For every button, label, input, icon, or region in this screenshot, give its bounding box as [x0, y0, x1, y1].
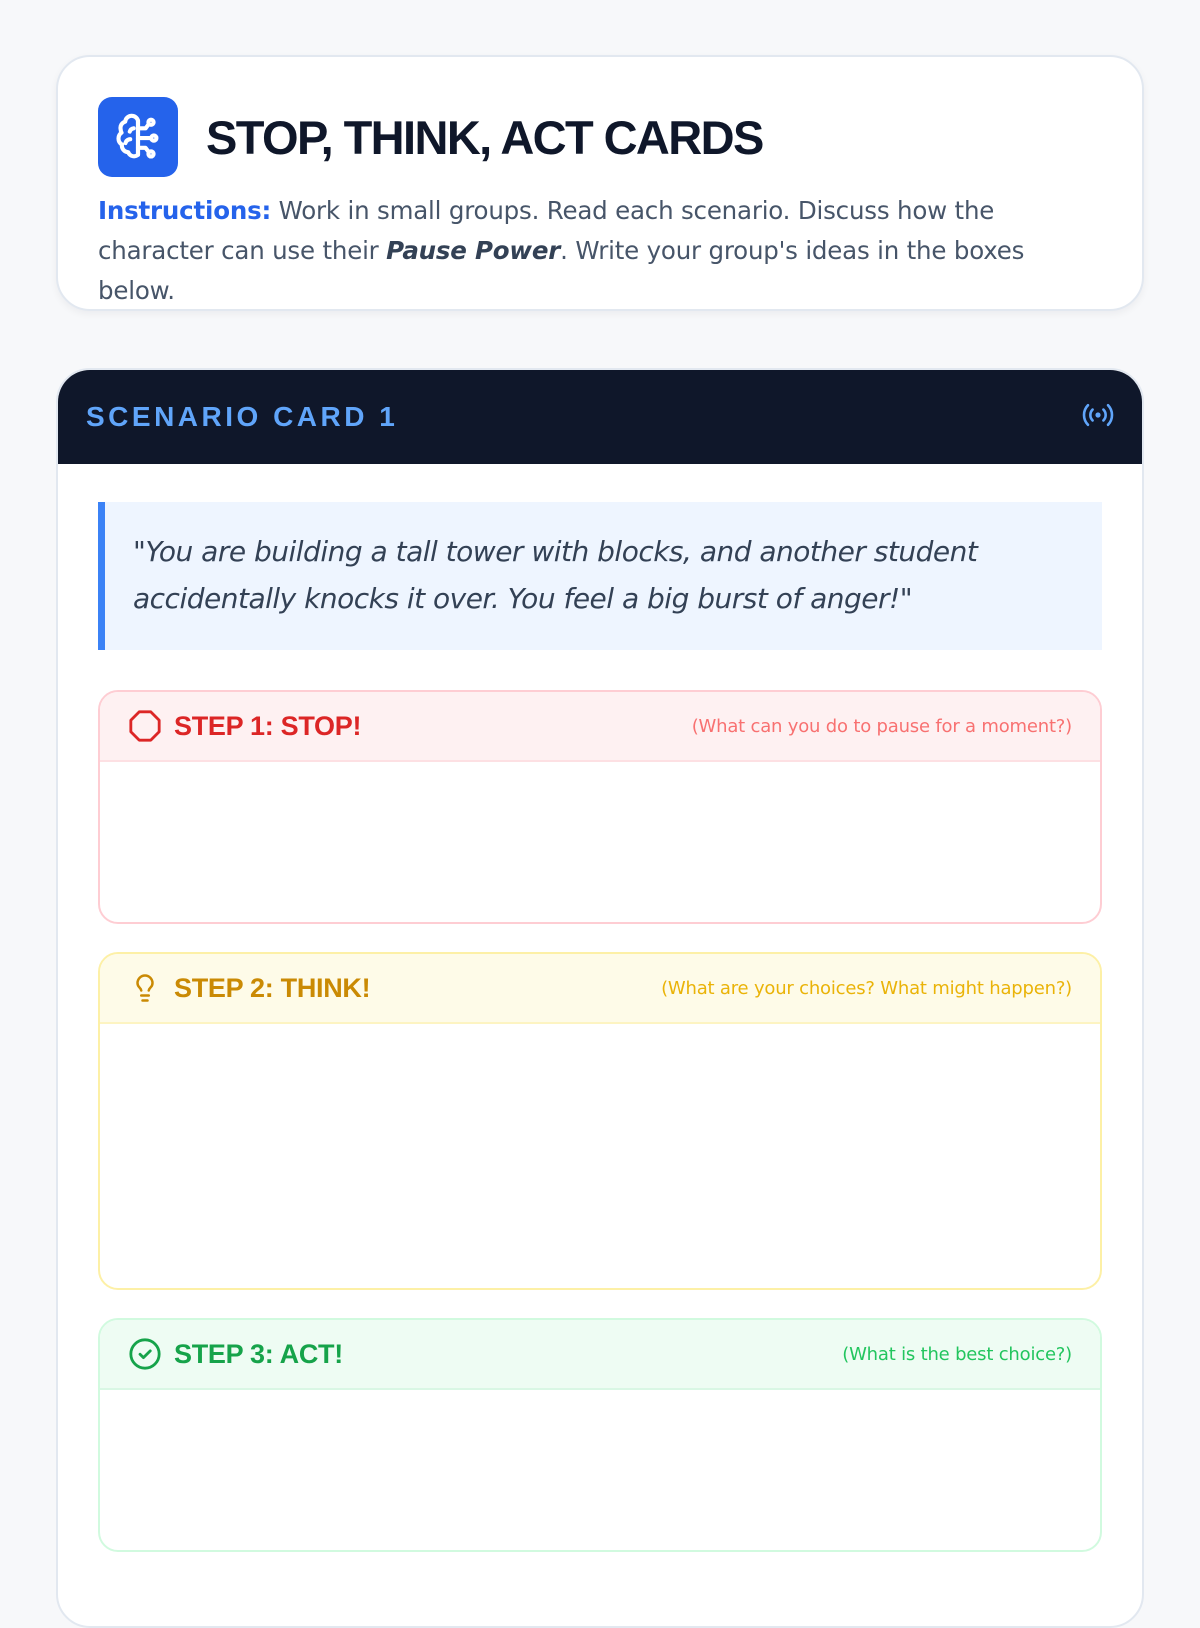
check-circle-icon	[128, 1337, 162, 1371]
step-stop-label: STEP 1: STOP!	[174, 710, 362, 741]
octagon-icon	[128, 709, 162, 743]
scenario-header	[58, 370, 1142, 464]
step-think-box	[98, 952, 1102, 1290]
step-act-answer-area[interactable]	[100, 1390, 1100, 1550]
instructions-label: Instructions:	[98, 196, 272, 225]
instructions-text	[98, 191, 1102, 311]
step-act-box	[98, 1318, 1102, 1552]
scenario-body	[58, 464, 1142, 1552]
title-row	[98, 97, 1102, 177]
step-stop-answer-area[interactable]	[100, 762, 1100, 922]
step-act-header	[100, 1320, 1100, 1390]
step-think-header	[100, 954, 1100, 1024]
page-title: STOP, THINK, ACT CARDS	[206, 110, 763, 164]
scenario-title: SCENARIO CARD 1	[86, 401, 399, 432]
step-act-label: STEP 3: ACT!	[174, 1338, 343, 1369]
step-think-label: STEP 2: THINK!	[174, 972, 371, 1003]
step-think-answer-area[interactable]	[100, 1024, 1100, 1288]
scenario-card	[56, 368, 1144, 1628]
pause-power-emphasis: Pause Power	[386, 236, 561, 265]
step-think-hint: (What are your choices? What might happen?)	[661, 977, 1072, 999]
brain-icon	[98, 97, 178, 177]
instructions-part-2: . Write your group's ideas in the boxes below.	[98, 236, 1025, 305]
instructions-part-1: Work in small groups. Read each scenario. Discuss how the character can use their	[98, 196, 995, 265]
step-stop-header	[100, 692, 1100, 762]
step-stop-hint: (What can you do to pause for a moment?)	[691, 715, 1072, 737]
step-stop-box	[98, 690, 1102, 924]
step-act-hint: (What is the best choice?)	[842, 1343, 1072, 1365]
scenario-quote: "You are building a tall tower with blocks, and another student accidentally knocks it over. You feel a big burst of anger!"	[98, 502, 1102, 650]
header-card	[56, 55, 1144, 311]
lightbulb-icon	[128, 971, 162, 1005]
audio-wave-icon	[1080, 400, 1116, 435]
